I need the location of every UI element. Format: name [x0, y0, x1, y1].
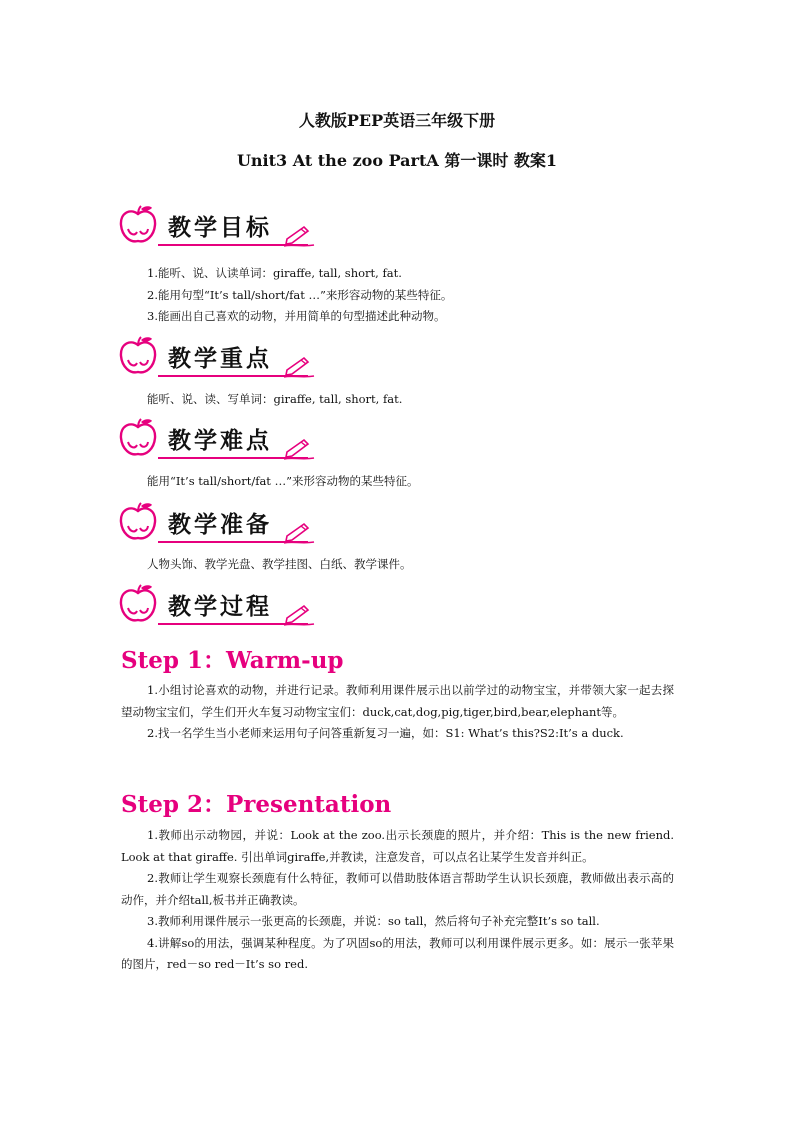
step2-paragraph: 3.教师利用课件展示一张更高的长颈鹿，并说：so tall，然后将句子补充完整It’s so tall. — [147, 914, 600, 928]
step1-paragraph: 2.找一名学生当小老师来运用句子问答重新复习一遍，如：S1: What’s this?S2:It’s a duck. — [147, 726, 624, 740]
section-difficulties-header — [118, 416, 318, 464]
objective-item: 1.能听、说、认读单词：giraffe, tall, short, fat. — [147, 266, 402, 280]
step2-paragraph: 2.教师让学生观察长颈鹿有什么特征，教师可以借助肢体语言帮助学生认识长颈鹿，教师做出表示高的动作，并介绍tall,板书并正确教读。 — [121, 871, 674, 907]
apple-icon — [118, 205, 158, 245]
key-points-text: 能听、说、读、写单词：giraffe, tall, short, fat. — [147, 392, 403, 406]
step2-body — [121, 825, 674, 976]
step2-paragraph: 1.教师出示动物园，并说：Look at the zoo.出示长颈鹿的照片，并介绍：This is the new friend. Look at that giraffe. 引出单词giraffe,并教读，注意发音，可以点名让某学生发音并纠正。 — [121, 828, 674, 864]
pencil-icon — [284, 522, 316, 546]
pencil-icon — [284, 225, 316, 249]
section-heading: 教学重点 — [168, 346, 272, 372]
pencil-icon — [284, 438, 316, 462]
objective-item: 2.能用句型“It’s tall/short/fat …”来形容动物的某些特征。 — [147, 288, 453, 302]
step1-paragraph: 1.小组讨论喜欢的动物，并进行记录。教师利用课件展示出以前学过的动物宝宝，并带领大家一起去探望动物宝宝们，学生们开火车复习动物宝宝们：duck,cat,dog,pig,tiger,bird,bear,elephant等。 — [121, 683, 674, 719]
objective-item: 3.能画出自己喜欢的动物，并用简单的句型描述此种动物。 — [147, 309, 446, 323]
section-heading: 教学准备 — [168, 512, 272, 538]
pencil-icon — [284, 356, 316, 380]
apple-icon — [118, 336, 158, 376]
section-key-points-header — [118, 334, 318, 382]
pencil-icon — [284, 604, 316, 628]
section-heading: 教学目标 — [168, 215, 272, 241]
section-heading: 教学难点 — [168, 428, 272, 454]
step1-title: Step 1：Warm-up — [121, 647, 344, 674]
document-title: 人教版PEP英语三年级下册 — [298, 111, 496, 130]
section-process-header — [118, 582, 318, 630]
step1-body — [121, 680, 674, 745]
section-preparation-header — [118, 500, 318, 548]
section-heading: 教学过程 — [168, 594, 272, 620]
apple-icon — [118, 502, 158, 542]
apple-icon — [118, 584, 158, 624]
step2-title: Step 2：Presentation — [121, 791, 392, 818]
apple-icon — [118, 418, 158, 458]
preparation-text: 人物头饰、教学光盘、教学挂图、白纸、教学课件。 — [147, 557, 412, 571]
document-subtitle: Unit3 At the zoo PartA 第一课时 教案1 — [236, 151, 558, 170]
section-objectives-header — [118, 203, 318, 251]
difficulties-text: 能用“It’s tall/short/fat …”来形容动物的某些特征。 — [147, 474, 419, 488]
step2-paragraph: 4.讲解so的用法，强调某种程度。为了巩固so的用法，教师可以利用课件展示更多。如：展示一张苹果的图片，red－so red－It’s so red. — [121, 935, 674, 971]
